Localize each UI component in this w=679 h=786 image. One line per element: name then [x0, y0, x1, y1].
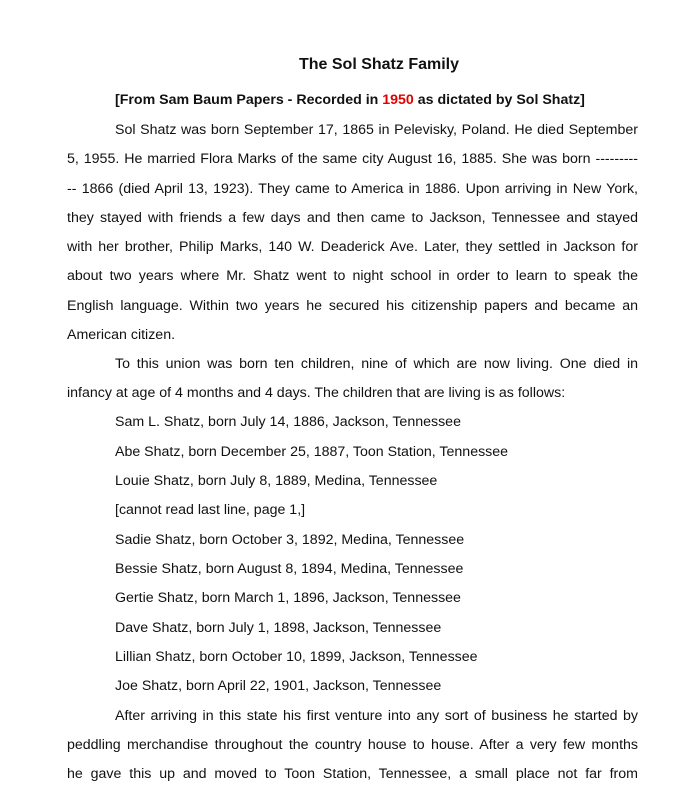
child-list-item: Abe Shatz, born December 25, 1887, Toon Station, Tennessee: [115, 444, 509, 460]
child-list-item: Gertie Shatz, born March 1, 1896, Jackson, Tennessee: [115, 590, 461, 606]
paragraph-1-line: with her brother, Philip Marks, 140 W. Deaderick Ave. Later, they settled in Jackson for: [67, 239, 638, 255]
child-list-item: Sam L. Shatz, born July 14, 1886, Jackson, Tennessee: [115, 414, 461, 430]
child-list-item: [cannot read last line, page 1,]: [115, 502, 306, 518]
paragraph-3-line: peddling merchandise throughout the country house to house. After a very few months: [67, 737, 638, 753]
child-list-item: Sadie Shatz, born October 3, 1892, Medina, Tennessee: [115, 532, 465, 548]
paragraph-1-line: -- 1866 (died April 13, 1923). They came to America in 1886. Upon arriving in New York,: [67, 181, 638, 197]
subtitle-prefix: [From Sam Baum Papers - Recorded in: [115, 92, 383, 108]
paragraph-1-line: 5, 1955. He married Flora Marks of the same city August 16, 1885. She was born ---------: [67, 151, 638, 167]
child-list-item: Lillian Shatz, born October 10, 1899, Jackson, Tennessee: [115, 649, 478, 665]
paragraph-1-line: American citizen.: [67, 327, 176, 343]
child-list-item: Joe Shatz, born April 22, 1901, Jackson, Tennessee: [115, 678, 442, 694]
paragraph-3-line: After arriving in this state his first venture into any sort of business he started by: [115, 708, 638, 724]
paragraph-1-line: Sol Shatz was born September 17, 1865 in Pelevisky, Poland. He died September: [115, 122, 638, 138]
paragraph-2-line: infancy at age of 4 months and 4 days. The children that are living is as follows:: [67, 385, 566, 401]
child-list-item: Bessie Shatz, born August 8, 1894, Medina, Tennessee: [115, 561, 464, 577]
paragraph-2-line: To this union was born ten children, nine of which are now living. One died in: [115, 356, 638, 372]
document-title: The Sol Shatz Family: [298, 56, 460, 73]
paragraph-1-line: they stayed with friends a few days and then came to Jackson, Tennessee and stayed: [67, 210, 638, 226]
paragraph-1-line: English language. Within two years he secured his citizenship papers and became an: [67, 298, 638, 314]
subtitle-year: 1950: [382, 92, 414, 108]
subtitle-suffix: as dictated by Sol Shatz]: [413, 92, 585, 108]
child-list-item: Dave Shatz, born July 1, 1898, Jackson, Tennessee: [115, 620, 442, 636]
paragraph-1-line: about two years where Mr. Shatz went to night school in order to learn to speak the: [67, 268, 638, 284]
child-list-item: Louie Shatz, born July 8, 1889, Medina, Tennessee: [115, 473, 438, 489]
document-subtitle: [115, 91, 585, 109]
paragraph-3-line: he gave this up and moved to Toon Station, Tennessee, a small place not far from: [67, 766, 638, 782]
